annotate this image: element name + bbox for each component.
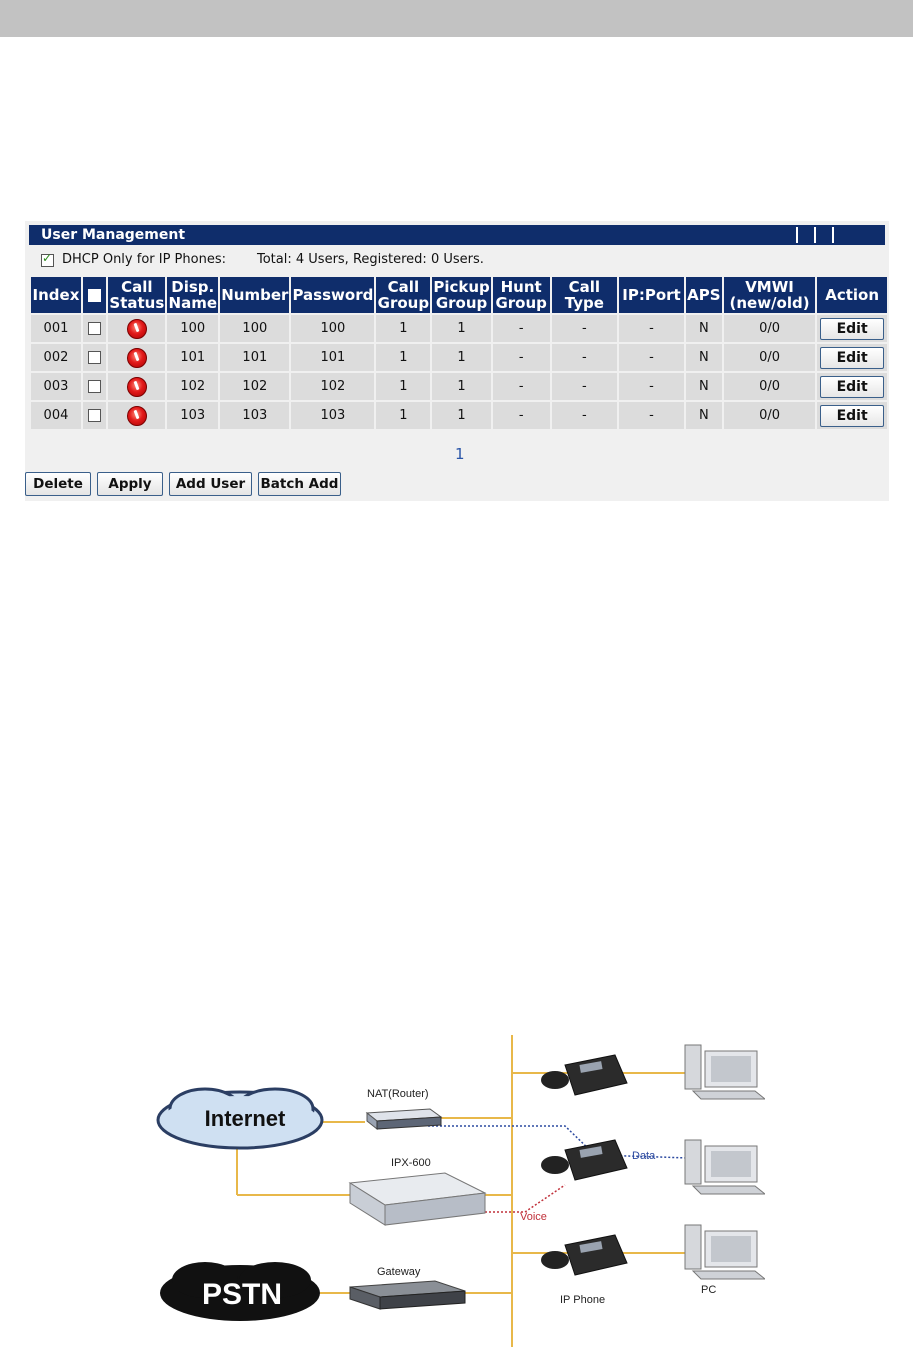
pc-icon (685, 1225, 765, 1279)
cell-status (108, 344, 165, 371)
header-line: Name (168, 294, 217, 312)
cell-hunt-group: - (493, 373, 550, 400)
cell-aps: N (686, 315, 722, 342)
header-line: Pickup (433, 278, 490, 296)
cell-disp-name: 101 (167, 344, 218, 371)
table-row (31, 402, 887, 429)
internet-label: Internet (204, 1106, 286, 1131)
edit-button[interactable]: Edit (820, 376, 884, 398)
table-row (31, 315, 887, 342)
col-action: Action (817, 277, 887, 313)
header-line: Disp. (171, 278, 215, 296)
header-line: Type (564, 294, 604, 312)
ip-phone-icon (541, 1235, 627, 1275)
cell-ip-port: - (619, 315, 684, 342)
page-link[interactable]: 1 (455, 445, 465, 463)
col-call-group (376, 277, 430, 313)
header-line: Call (387, 278, 420, 296)
row-checkbox[interactable] (88, 351, 101, 364)
data-label: Data (632, 1150, 656, 1162)
cell-action (817, 373, 887, 400)
cell-number: 103 (220, 402, 289, 429)
cell-select (83, 373, 106, 400)
user-total-text: Total: 4 Users, Registered: 0 Users. (257, 252, 484, 267)
header-line: VMWI (745, 278, 794, 296)
col-pickup-group (432, 277, 490, 313)
header-line: Group (495, 294, 547, 312)
header-line: Group (377, 294, 430, 312)
cell-action (817, 402, 887, 429)
cell-action (817, 344, 887, 371)
cell-pickup-group: 1 (432, 402, 490, 429)
pc-icon (685, 1140, 765, 1194)
red-power-icon (127, 377, 147, 397)
cell-select (83, 315, 106, 342)
pstn-cloud (160, 1262, 320, 1321)
cell-hunt-group: - (493, 344, 550, 371)
header-line: (new/old) (729, 294, 810, 312)
cell-vmwi: 0/0 (724, 344, 815, 371)
cell-password: 101 (291, 344, 374, 371)
cell-vmwi: 0/0 (724, 373, 815, 400)
title-divider (796, 227, 798, 243)
cell-call-type: - (552, 315, 618, 342)
header-line: Call (121, 278, 153, 296)
col-call-status (108, 277, 165, 313)
cell-pickup-group: 1 (432, 373, 490, 400)
title-divider (832, 227, 834, 243)
cell-password: 102 (291, 373, 374, 400)
col-call-type (552, 277, 618, 313)
add-user-button[interactable]: Add User (169, 472, 252, 496)
cell-status (108, 373, 165, 400)
cell-call-type: - (552, 373, 618, 400)
voice-label: Voice (520, 1211, 547, 1223)
header-line: Group (435, 294, 488, 312)
row-checkbox[interactable] (88, 380, 101, 393)
pstn-label: PSTN (201, 1278, 283, 1311)
title-divider (814, 227, 816, 243)
cell-pickup-group: 1 (432, 344, 490, 371)
network-diagram (145, 1025, 765, 1350)
cell-call-type: - (552, 402, 618, 429)
cell-call-group: 1 (376, 373, 430, 400)
cell-disp-name: 100 (167, 315, 218, 342)
cell-status (108, 315, 165, 342)
cell-select (83, 402, 106, 429)
col-aps: APS (686, 277, 722, 313)
cell-password: 103 (291, 402, 374, 429)
col-vmwi (724, 277, 815, 313)
ipx-label: IPX-600 (391, 1157, 431, 1169)
gateway-device (350, 1266, 465, 1309)
cell-disp-name: 102 (167, 373, 218, 400)
pc-label: PC (701, 1284, 717, 1296)
cell-select (83, 344, 106, 371)
cell-call-group: 1 (376, 315, 430, 342)
edit-button[interactable]: Edit (820, 318, 884, 340)
select-all-checkbox[interactable] (88, 289, 101, 302)
nat-label: NAT(Router) (367, 1088, 429, 1100)
cell-index: 002 (31, 344, 81, 371)
cell-password: 100 (291, 315, 374, 342)
cell-call-group: 1 (376, 344, 430, 371)
cell-number: 100 (220, 315, 289, 342)
cell-action (817, 315, 887, 342)
cell-call-group: 1 (376, 402, 430, 429)
header-line: Status (109, 294, 165, 312)
cell-index: 004 (31, 402, 81, 429)
col-hunt-group (493, 277, 550, 313)
apply-button[interactable]: Apply (97, 472, 163, 496)
header-line: Call (568, 278, 601, 296)
cell-vmwi: 0/0 (724, 402, 815, 429)
cell-ip-port: - (619, 373, 684, 400)
user-table (29, 275, 889, 431)
cell-number: 101 (220, 344, 289, 371)
table-header-row (31, 277, 887, 313)
cell-aps: N (686, 402, 722, 429)
col-ip-port: IP:Port (619, 277, 684, 313)
batch-add-button[interactable]: Batch Add (258, 472, 341, 496)
internet-cloud (158, 1089, 322, 1148)
edit-button[interactable]: Edit (820, 405, 884, 427)
ip-phone-icon (541, 1140, 627, 1180)
cell-ip-port: - (619, 402, 684, 429)
delete-button[interactable]: Delete (25, 472, 91, 496)
col-index[interactable]: Index (31, 277, 81, 313)
col-disp-name (167, 277, 218, 313)
col-select-all[interactable] (83, 277, 106, 313)
panel-title-bar (29, 225, 885, 245)
gateway-label: Gateway (377, 1266, 421, 1278)
red-power-icon (127, 319, 147, 339)
cell-ip-port: - (619, 344, 684, 371)
table-row (31, 373, 887, 400)
cell-disp-name: 103 (167, 402, 218, 429)
pc-icon (685, 1045, 765, 1099)
cell-call-type: - (552, 344, 618, 371)
top-header-bar (0, 0, 913, 37)
cell-hunt-group: - (493, 315, 550, 342)
edit-button[interactable]: Edit (820, 347, 884, 369)
row-checkbox[interactable] (88, 409, 101, 422)
cell-index: 003 (31, 373, 81, 400)
cell-index: 001 (31, 315, 81, 342)
cell-vmwi: 0/0 (724, 315, 815, 342)
row-checkbox[interactable] (88, 322, 101, 335)
dhcp-only-checkbox[interactable] (41, 254, 54, 267)
ip-phone-label: IP Phone (560, 1294, 606, 1306)
cell-pickup-group: 1 (432, 315, 490, 342)
cell-number: 102 (220, 373, 289, 400)
router-device (367, 1088, 441, 1129)
cell-status (108, 402, 165, 429)
ipx-600-device (350, 1157, 485, 1225)
cell-hunt-group: - (493, 402, 550, 429)
panel-title: User Management (41, 227, 186, 243)
user-management-panel (25, 221, 889, 501)
cell-aps: N (686, 344, 722, 371)
col-number: Number (220, 277, 289, 313)
red-power-icon (127, 406, 147, 426)
red-power-icon (127, 348, 147, 368)
dhcp-only-label: DHCP Only for IP Phones: (62, 252, 226, 267)
header-line: Hunt (500, 278, 542, 296)
cell-aps: N (686, 373, 722, 400)
col-password: Password (291, 277, 374, 313)
voice-line (485, 1185, 565, 1212)
table-row (31, 344, 887, 371)
ip-phone-icon (541, 1055, 627, 1095)
